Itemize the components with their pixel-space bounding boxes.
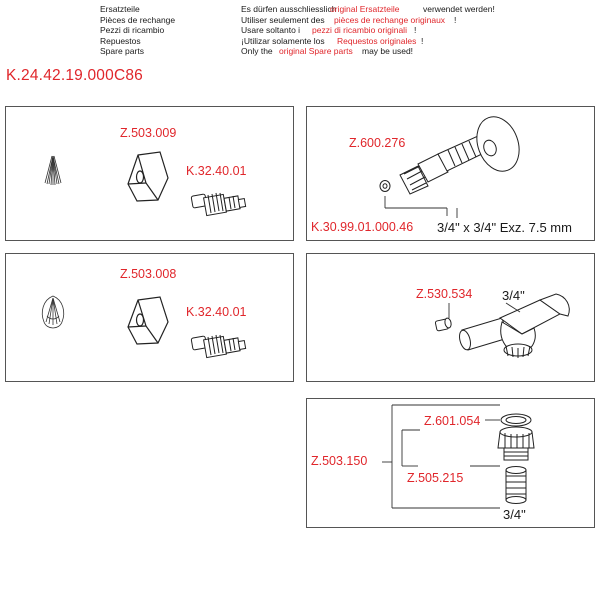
union-set-code: Z.503.150	[311, 454, 368, 468]
plug-icon	[435, 317, 452, 331]
notes-before: Es dürfen ausschliesslich Utiliser seulement des Usare soltanto i ¡Utilizar solamente los Only the	[241, 4, 337, 56]
connector-code: Z.600.276	[349, 136, 406, 150]
eccentric-connector-icon	[400, 111, 526, 194]
handle-code-b: Z.503.008	[120, 267, 177, 281]
cartridge-code-a: K.32.40.01	[186, 164, 247, 178]
nipple-code: Z.505.215	[407, 471, 464, 485]
label-es: Repuestos	[100, 35, 141, 46]
elbow-code: Z.530.534	[416, 287, 473, 301]
article-number: K.24.42.19.000C86	[6, 67, 143, 84]
seal-code: Z.601.054	[424, 414, 481, 428]
elbow-fitting-icon	[458, 294, 570, 358]
connector-spec: 3/4" x 3/4" Exz. 7.5 mm	[437, 220, 572, 235]
spline-rosette-icon	[42, 296, 63, 328]
connector-set-code: K.30.99.01.000.46	[311, 220, 414, 234]
seal-ring-icon	[501, 414, 531, 426]
connector-leader-lines	[385, 196, 457, 218]
label-de: Ersatzteile	[100, 4, 140, 14]
cartridge-icon	[191, 335, 246, 358]
cartridge-icon	[191, 193, 246, 216]
nipple-icon	[506, 467, 526, 504]
union-size: 3/4"	[503, 507, 526, 522]
union-nut-icon	[498, 427, 534, 460]
label-it: Pezzi di ricambio	[100, 25, 165, 35]
handle-code-a: Z.503.009	[120, 126, 177, 140]
handle-icon	[128, 152, 168, 201]
spline-fan-icon	[45, 156, 61, 185]
label-fr: Pièces de rechange	[100, 14, 176, 25]
washer-icon	[380, 181, 390, 192]
handle-icon	[128, 297, 168, 344]
elbow-size: 3/4"	[502, 288, 525, 303]
label-en: Spare parts	[100, 46, 144, 56]
cartridge-code-b: K.32.40.01	[186, 305, 247, 319]
